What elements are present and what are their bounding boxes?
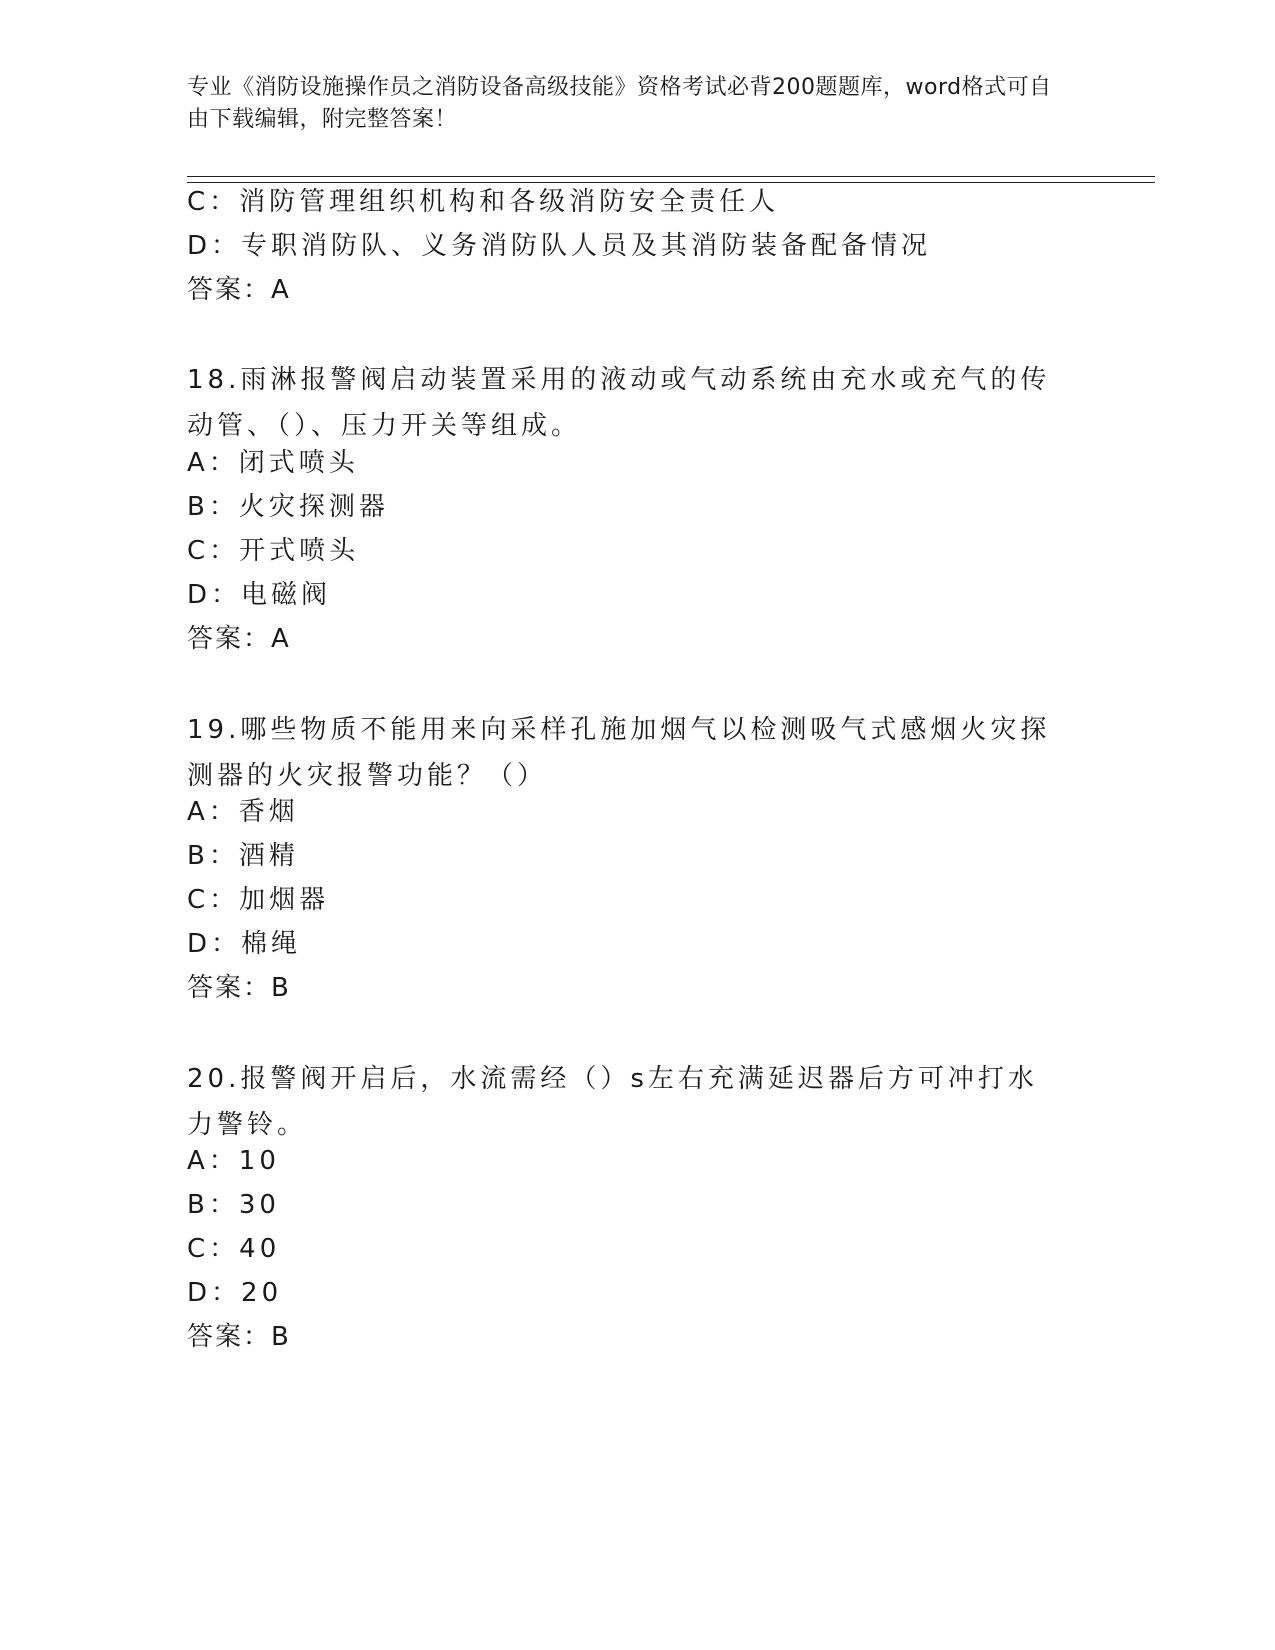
answer-text: 答案：B [187,1322,291,1352]
option-b: B：火灾探测器 [187,492,389,522]
question-stem: 20.报警阀开启后，水流需经（）s左右充满延迟器后方可冲打水力警铃。 [187,1064,1038,1140]
option-c: C：开式喷头 [187,536,360,566]
option-c: C：消防管理组织机构和各级消防安全责任人 [187,187,780,217]
option-a: A：香烟 [187,797,299,827]
option-c: C：加烟器 [187,885,330,915]
answer-text: 答案：A [187,275,291,305]
option-c: C：40 [187,1234,281,1264]
page-header: 专业《消防设施操作员之消防设备高级技能》资格考试必背200题题库，word格式可自由下载编辑，附完整答案！ [187,75,1052,132]
answer-text: 答案：A [187,624,291,654]
question-stem: 18.雨淋报警阀启动装置采用的液动或气动系统由充水或充气的传动管、（）、压力开关等组成。 [187,365,1051,441]
option-a: A：闭式喷头 [187,448,359,478]
option-d: D：专职消防队、义务消防队人员及其消防装备配备情况 [187,231,932,261]
answer-text: 答案：B [187,973,291,1003]
option-b: B：酒精 [187,841,299,871]
option-b: B：30 [187,1190,280,1220]
option-a: A：10 [187,1146,280,1176]
option-d: D：电磁阀 [187,580,332,610]
option-d: D：20 [187,1278,283,1308]
question-stem: 19.哪些物质不能用来向采样孔施加烟气以检测吸气式感烟火灾探测器的火灾报警功能？（） [187,715,1051,791]
option-d: D：棉绳 [187,929,302,959]
header-divider-top [187,176,1155,177]
header-divider-bottom [187,182,1155,183]
